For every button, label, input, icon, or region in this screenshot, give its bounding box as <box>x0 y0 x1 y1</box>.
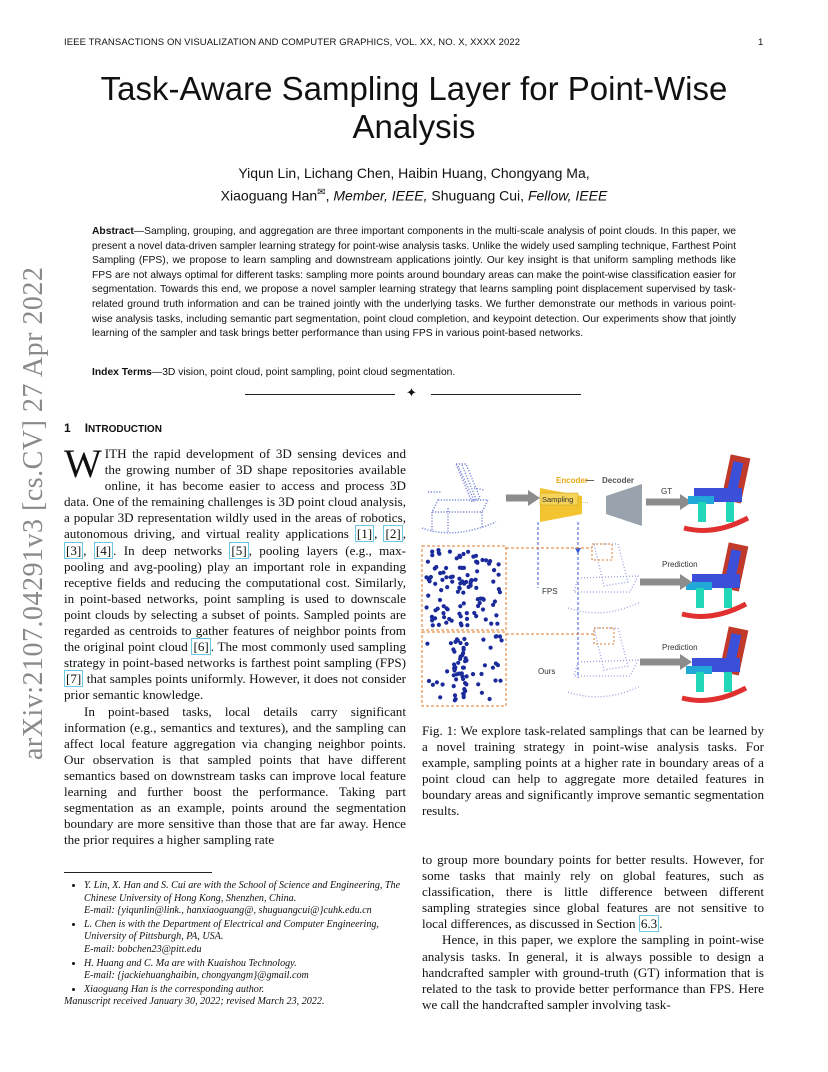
sample-point <box>469 578 473 582</box>
figure-caption: Fig. 1: We explore task-related samplings that can be learned by a novel training strategy in point-wise analysis tasks. For example, sampling points at a higher rate in boundary areas of a point cloud can help to aggregate more detailed features in boundary areas and significantly improve semantic segmentation results. <box>422 723 764 819</box>
sample-point <box>448 550 452 554</box>
footnote-item <box>84 880 410 918</box>
sample-point <box>462 601 466 605</box>
sample-point <box>436 548 440 552</box>
sample-point <box>489 622 493 626</box>
footnote-text: H. Huang and C. Ma are with Kuaishou Technology. <box>84 957 297 969</box>
sample-point <box>465 674 469 678</box>
gt-segmented-chair <box>684 454 750 530</box>
author-list <box>100 164 728 206</box>
encoder-label: Encoder <box>556 476 589 485</box>
sample-point <box>426 560 430 564</box>
sample-point <box>444 566 448 570</box>
sample-point <box>491 666 495 670</box>
citation-link[interactable]: [5] <box>231 542 247 558</box>
paper-title: Task-Aware Sampling Layer for Point-Wise Analysis <box>100 70 728 145</box>
sample-point <box>433 582 437 586</box>
sample-point <box>456 590 460 594</box>
intro-text-b: . In deep networks <box>113 542 230 558</box>
sample-point <box>452 673 456 677</box>
right-paragraph-1 <box>422 852 764 932</box>
sample-point <box>484 617 488 621</box>
sample-point <box>475 569 479 573</box>
sample-point <box>489 646 493 650</box>
sample-point <box>497 562 501 566</box>
arxiv-stamp: arXiv:2107.04291v3 [cs.CV] 27 Apr 2022 <box>18 266 49 760</box>
ours-zoom-source <box>594 628 614 644</box>
sample-point <box>450 580 454 584</box>
intro-paragraph-2: In point-based tasks, local details carry significant information (e.g., semantics and textures), and the sampling can affect local feature aggregation via changing neighbor points. Our observation is that sampled points that have different semantics based on downstream tasks can improve local feature learning and further boost the performance. Taking part segmentation as an example, points around the segmentation boundary are more sensitive than those that are far away. Hence the prior requires a higher sampling rate <box>64 703 406 848</box>
sample-point <box>442 615 446 619</box>
sample-point <box>456 661 460 665</box>
page-number: 1 <box>758 37 764 48</box>
right-paragraph-2: Hence, in this paper, we explore the sampling in point-wise analysis tasks. In general, it is always possible to design a handcrafted sampler with ground-truth (GT) information that is related to the task to provide better performance than FPS. Here we call the handcrafted sampler involving task- <box>422 932 764 1012</box>
index-terms-text: —3D vision, point cloud, point sampling, point cloud segmentation. <box>151 367 456 378</box>
sample-point <box>465 611 469 615</box>
sample-point <box>454 677 458 681</box>
sample-point <box>425 642 429 646</box>
manuscript-note: Manuscript received January 30, 2022; revised March 23, 2022. <box>64 996 325 1007</box>
author-title-fellow: Fellow, IEEE <box>527 187 608 204</box>
sample-point <box>431 623 435 627</box>
section-number: 1 <box>64 421 71 435</box>
abstract <box>92 225 736 342</box>
ours-zoom-points <box>425 634 503 702</box>
sample-point <box>461 666 465 670</box>
citation-link[interactable]: [2] <box>385 526 401 542</box>
citation-link[interactable]: [3] <box>66 542 82 558</box>
sample-point <box>493 678 497 682</box>
intro-paragraph-1: WITH the rapid development of 3D sensing devices and the growing number of 3D shape repositories available online, it has become easier to access and process 3D data. One of the remaining challenges is 3D point cloud analysis, a popular 3D representation wildly used in the areas of robotics, autonomous driving, and virtual reality applications [1] , [2] , [3] , [4] . In deep networks [5] , pooling layers (e.g., max-pooling and avg-pooling) play an important role in expanding receptive fields and reducing the computational cost. Similarly, in point-based networks, point sampling is used to downscale point clouds by selecting a subset of points. Sampled points are regarded as centroids to gather features of neighbor points from the original point cloud [6] . The most commonly used sampling strategy in point-based networks is farthest point sampling (FPS) [7] that samples points uniformly. However, it does not consider prior semantic knowledge. <box>64 441 407 703</box>
author-title-member: Member, IEEE, <box>333 187 428 204</box>
footnote-item <box>84 984 410 997</box>
arrow-head-icon <box>575 548 581 554</box>
sample-point <box>484 558 488 562</box>
dropcap: W <box>64 441 102 486</box>
sample-point <box>445 669 449 673</box>
author-cui: Shuguang Cui, <box>427 187 528 204</box>
sample-point <box>440 578 444 582</box>
footnote-email: E-mail: {yiqunlin@link., hanxiaoguang@, shuguangcui@}cuhk.edu.cn <box>84 905 372 917</box>
sample-point <box>463 659 467 663</box>
intro-text-e: that samples points uniformly. However, it does not consider prior semantic knowledge. <box>64 671 406 703</box>
sample-point <box>441 611 445 615</box>
sample-point <box>430 550 434 554</box>
citation-link[interactable]: [7] <box>66 671 82 687</box>
abstract-text: —Sampling, grouping, and aggregation are three important components in the multi-scale analysis of point clouds. In this paper, we present a novel data-driven sampler learning strategy for point-wise analysis tasks. Unlike the widely used sampling technique, Farthest Point Sampling (FPS), we propose to learn sampling and downstream applications jointly. Our key insight is that uniform sampling methods like FPS are not always optimal for different tasks: sampling more points around boundary areas can make the point-wise classification easier for segmentation. Towards this end, we propose a novel sampler learning strategy that learns sampling point displacement supervised by task-related ground truth information and can be trained jointly with the underlying tasks. We further demonstrate our methods in various point-wise analysis tasks, including semantic part segmentation, point cloud completion, and keypoint detection. Our experiments show that jointly learning of the sampler and task brings better performance than using FPS in various point-based networks. <box>92 226 736 340</box>
sample-point <box>438 571 442 575</box>
footnote-item <box>84 958 410 983</box>
sample-point <box>498 634 502 638</box>
sample-point <box>471 555 475 559</box>
sample-point <box>439 588 443 592</box>
sample-point <box>460 566 464 570</box>
dash-label: — <box>586 476 594 485</box>
intro-text-d: . The most commonly used sampling strategy in point-based networks is farthest point sampling (FPS) <box>64 639 406 671</box>
sample-point <box>466 550 470 554</box>
sample-point <box>480 691 484 695</box>
footnote-rule <box>64 872 212 873</box>
sample-point <box>461 591 465 595</box>
prediction-chair-2 <box>682 626 748 700</box>
figure-1 <box>418 448 770 710</box>
author-sep: , <box>325 187 334 204</box>
input-chair-pointcloud <box>422 464 496 533</box>
ours-sampled-chair <box>568 628 640 697</box>
sample-point <box>495 622 499 626</box>
citation-link[interactable]: [1] <box>356 526 373 542</box>
sample-point <box>462 648 466 652</box>
diamond-icon: ✦ <box>406 386 417 401</box>
sample-point <box>475 561 479 565</box>
section-separator <box>245 386 585 402</box>
sample-point <box>494 613 498 617</box>
fps-zoom-points <box>424 548 502 627</box>
sample-point <box>453 693 457 697</box>
index-terms-label: Index Terms <box>92 367 152 378</box>
decoder-label: Decoder <box>602 476 635 485</box>
section-title-initial: I <box>84 421 89 435</box>
sample-point <box>459 655 463 659</box>
sample-point <box>487 562 491 566</box>
sample-point <box>430 553 434 557</box>
sample-point <box>462 695 466 699</box>
sample-point <box>465 642 469 646</box>
prediction-chair-1 <box>682 542 748 616</box>
dashed-connector <box>538 522 578 678</box>
sample-point <box>458 641 462 645</box>
sample-point <box>442 604 446 608</box>
sample-point <box>492 568 496 572</box>
sample-point <box>445 585 449 589</box>
sample-point <box>480 558 484 562</box>
sample-point <box>438 695 442 699</box>
sample-point <box>460 674 464 678</box>
sample-point <box>457 586 461 590</box>
decoder-block <box>606 484 642 526</box>
running-header: IEEE TRANSACTIONS ON VISUALIZATION AND COMPUTER GRAPHICS, VOL. XX, NO. X, XXXX 2022 <box>64 37 521 48</box>
prediction-label-1: Prediction <box>662 560 698 569</box>
sample-point <box>453 665 457 669</box>
sample-point <box>427 578 431 582</box>
sample-point <box>497 573 501 577</box>
sample-point <box>474 586 478 590</box>
index-terms <box>92 366 736 380</box>
sample-point <box>427 679 431 683</box>
sample-point <box>500 638 504 642</box>
sample-point <box>488 697 492 701</box>
sample-point <box>491 603 495 607</box>
sample-point <box>478 601 482 605</box>
fps-label: FPS <box>542 587 558 596</box>
right-text-a: to group more boundary points for better results. However, for some tasks that mainly rely on global features, such as classification, there is little difference between different sampling strategies since global features are not sensitive to local differences, as discussed in Section <box>422 852 764 932</box>
sample-point <box>471 672 475 676</box>
sample-point <box>469 584 473 588</box>
author-han: Xiaoguang Han <box>220 187 318 204</box>
envelope-icon: ✉ <box>317 187 326 198</box>
ellipsis-label: ... <box>582 496 589 505</box>
footnote-item <box>84 919 410 957</box>
author-line-1: Yiqun Lin, Lichang Chen, Haibin Huang, Chongyang Ma, <box>238 165 590 181</box>
separator-line-right <box>431 394 581 395</box>
sample-point <box>452 684 456 688</box>
author-line-2 <box>100 183 728 206</box>
section-link[interactable]: 6.3 <box>640 916 658 932</box>
sample-point <box>433 616 437 620</box>
sample-point <box>465 623 469 627</box>
fps-sampled-chair <box>568 544 640 613</box>
sample-point <box>425 605 429 609</box>
footnote-email: E-mail: {jackiehuanghaibin, chongyangm}@gmail.com <box>84 970 309 982</box>
footnote-text: Xiaoguang Han is the corresponding author. <box>84 983 265 995</box>
sample-point <box>454 697 458 701</box>
intro-column-left <box>64 441 407 848</box>
sample-point <box>476 682 480 686</box>
ours-label: Ours <box>538 667 556 676</box>
sample-point <box>481 638 485 642</box>
sample-point <box>459 623 463 627</box>
section-title-rest: NTRODUCTION <box>88 424 162 435</box>
sample-point <box>491 580 495 584</box>
sample-point <box>479 672 483 676</box>
arrow-head-icon <box>528 490 540 506</box>
sample-point <box>498 679 502 683</box>
sample-point <box>449 641 453 645</box>
sample-point <box>465 617 469 621</box>
sample-point <box>459 614 463 618</box>
sample-point <box>433 608 437 612</box>
sample-point <box>431 683 435 687</box>
gt-label: GT <box>661 487 673 496</box>
sample-point <box>441 682 445 686</box>
right-text-b: . <box>659 916 663 932</box>
sample-point <box>494 634 498 638</box>
sample-point <box>434 565 438 569</box>
sample-point <box>496 663 500 667</box>
sample-point <box>497 587 501 591</box>
footnote-email: E-mail: bobchen23@pitt.edu <box>84 943 202 955</box>
sample-point <box>452 650 456 654</box>
sample-point <box>444 575 448 579</box>
intro-text-c: , pooling layers (e.g., max-pooling and avg-pooling) play an important role in expanding receptive fields and reducing the computational cost. Similarly, in point-based networks, point sampling is used to downscale point clouds by selecting a subset of points. Sampled points are regarded as centroids to gather features of neighbor points from the original point cloud <box>64 542 407 655</box>
sample-point <box>435 680 439 684</box>
sample-point <box>466 573 470 577</box>
citation-link[interactable]: [6] <box>193 639 209 655</box>
sample-point <box>478 597 482 601</box>
sample-point <box>474 578 478 582</box>
prediction-label-2: Prediction <box>662 643 698 652</box>
separator-line-left <box>245 394 395 395</box>
section-heading <box>64 421 162 435</box>
sample-point <box>457 554 461 558</box>
footnotes <box>64 880 410 997</box>
sample-point <box>458 604 462 608</box>
sample-point <box>457 672 461 676</box>
sample-point <box>426 594 430 598</box>
sample-point <box>444 621 448 625</box>
intro-text-a: ITH the rapid development of 3D sensing devices and the growing number of 3D shape repositories available online, it has become easier to access and process 3D data. One of the remaining challenges is 3D point cloud analysis, a popular 3D representation wildly used in the areas of robotics, autonomous driving, and virtual reality applications <box>64 446 406 542</box>
footnote-text: Y. Lin, X. Han and S. Cui are with the School of Science and Engineering, The Chinese University of Hong Kong, Shenzhen, China. <box>84 880 401 904</box>
sample-point <box>461 651 465 655</box>
footnote-text: L. Chen is with the Department of Electrical and Computer Engineering, University of Pittsburgh, PA, USA. <box>84 918 379 943</box>
sample-point <box>464 682 468 686</box>
abstract-label: Abstract <box>92 226 134 237</box>
sample-point <box>437 623 441 627</box>
sample-point <box>462 582 466 586</box>
sample-point <box>447 617 451 621</box>
citation-link[interactable]: [4] <box>95 542 112 558</box>
sample-point <box>483 663 487 667</box>
sample-point <box>462 637 466 641</box>
sample-point <box>461 552 465 556</box>
intro-column-right <box>422 852 764 1013</box>
sampling-label: Sampling <box>542 495 574 504</box>
sample-point <box>463 689 467 693</box>
fps-zoom-source <box>592 544 612 560</box>
sample-point <box>449 575 453 579</box>
sample-point <box>481 607 485 611</box>
sample-point <box>472 611 476 615</box>
sample-point <box>457 577 461 581</box>
sample-point <box>438 598 442 602</box>
